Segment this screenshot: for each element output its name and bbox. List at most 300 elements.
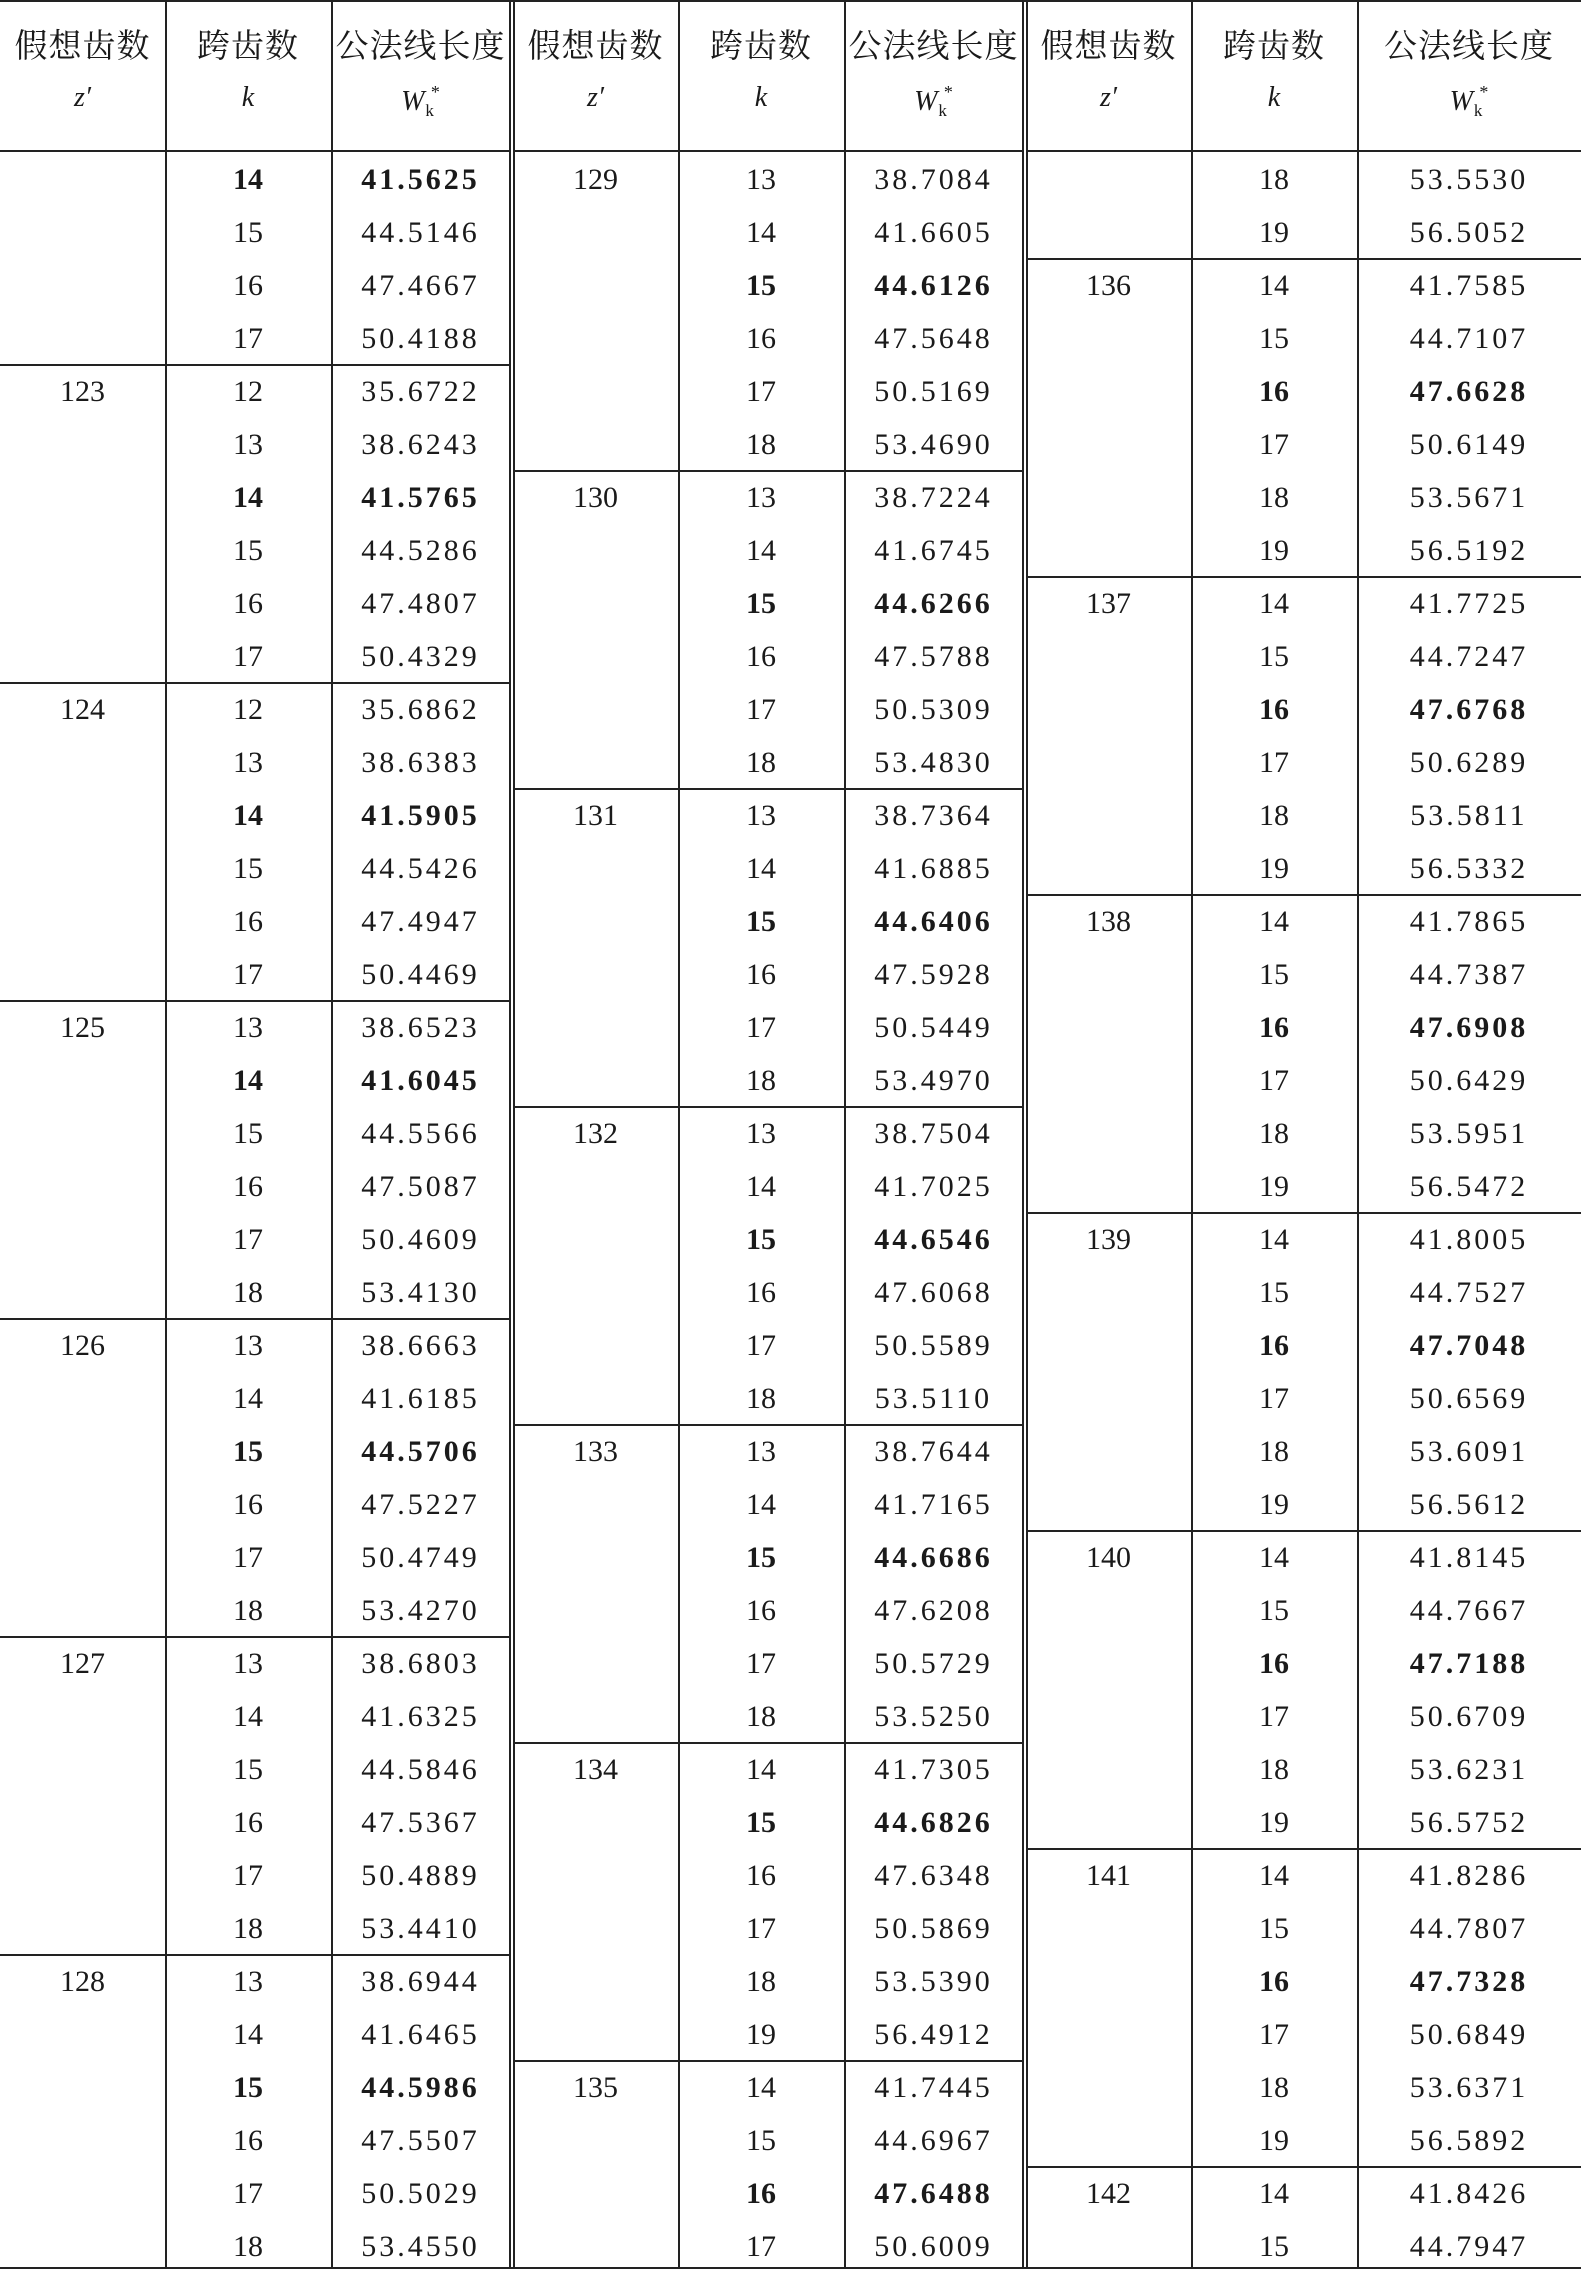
block-divider-rule [513, 0, 515, 2269]
span-teeth-value: 15 [746, 1806, 776, 1839]
span-teeth-value: 13 [746, 1117, 776, 1150]
normal-length-value: 47.4667 [361, 269, 480, 302]
span-teeth-value: 16 [746, 1859, 776, 1892]
span-teeth-value: 16 [1259, 1965, 1289, 1998]
span-teeth-value: 15 [1259, 322, 1289, 355]
normal-length-value: 53.4130 [361, 1276, 480, 1309]
span-teeth-value: 18 [1259, 2071, 1289, 2104]
normal-length-value: 50.4889 [361, 1859, 480, 1892]
normal-length-value: 53.4270 [361, 1594, 480, 1627]
span-teeth-value: 17 [746, 375, 776, 408]
virtual-teeth-value: 136 [1086, 269, 1131, 302]
header-k-label: 跨齿数 [710, 26, 812, 65]
normal-length-value: 53.5250 [874, 1700, 993, 1733]
span-teeth-value: 17 [233, 2177, 263, 2210]
span-teeth-value: 13 [746, 1435, 776, 1468]
virtual-teeth-value: 130 [573, 481, 618, 514]
header-w-cell [844, 0, 1023, 150]
span-teeth-value: 16 [746, 640, 776, 673]
span-teeth-value: 17 [746, 1647, 776, 1680]
normal-length-value: 50.5029 [361, 2177, 480, 2210]
span-teeth-value: 14 [233, 2018, 263, 2051]
normal-length-value: 38.6383 [361, 746, 480, 779]
span-teeth-value: 17 [746, 693, 776, 726]
virtual-teeth-value: 141 [1086, 1859, 1131, 1892]
normal-length-value: 44.6266 [874, 587, 993, 620]
virtual-teeth-value: 138 [1086, 905, 1131, 938]
normal-length-value: 50.5169 [874, 375, 993, 408]
span-teeth-value: 18 [233, 2230, 263, 2263]
normal-length-value: 38.6243 [361, 428, 480, 461]
normal-length-value: 53.5951 [1409, 1117, 1529, 1150]
virtual-teeth-value: 134 [573, 1753, 618, 1786]
normal-length-value: 56.5612 [1409, 1488, 1529, 1521]
normal-length-value: 44.7527 [1409, 1276, 1529, 1309]
span-teeth-value: 16 [746, 1594, 776, 1627]
header-w-label: 公法线长度 [848, 26, 1019, 65]
span-teeth-value: 12 [233, 693, 263, 726]
header-z-symbol: z′ [1099, 82, 1118, 113]
span-teeth-value: 14 [233, 1382, 263, 1415]
span-teeth-value: 17 [746, 2230, 776, 2263]
header-z-symbol: z′ [73, 82, 92, 113]
table-block-3 [1026, 0, 1581, 2269]
normal-length-value: 53.5110 [874, 1382, 993, 1415]
normal-length-value: 41.8286 [1409, 1859, 1529, 1892]
normal-length-value: 47.5928 [874, 958, 993, 991]
normal-length-value: 56.4912 [874, 2018, 993, 2051]
normal-length-value: 44.5426 [361, 852, 480, 885]
span-teeth-value: 16 [1259, 1011, 1289, 1044]
span-teeth-value: 15 [233, 1117, 263, 1150]
virtual-teeth-value: 131 [573, 799, 618, 832]
span-teeth-value: 14 [1259, 1223, 1289, 1256]
span-teeth-value: 15 [1259, 958, 1289, 991]
normal-length-value: 47.5087 [361, 1170, 480, 1203]
span-teeth-value: 18 [1259, 1753, 1289, 1786]
normal-length-value: 47.4947 [361, 905, 480, 938]
block-divider-rule [1026, 0, 1028, 2269]
span-teeth-value: 16 [1259, 1647, 1289, 1680]
span-teeth-value: 13 [233, 1329, 263, 1362]
normal-length-value: 44.5566 [361, 1117, 480, 1150]
virtual-teeth-value: 127 [60, 1647, 105, 1680]
header-k-cell [1191, 0, 1357, 150]
header-w-label: 公法线长度 [335, 26, 506, 65]
normal-length-value: 41.7445 [874, 2071, 993, 2104]
normal-length-value: 50.5589 [874, 1329, 993, 1362]
span-teeth-value: 15 [746, 269, 776, 302]
normal-length-value: 47.5648 [874, 322, 993, 355]
span-teeth-value: 18 [233, 1594, 263, 1627]
normal-length-value: 50.4749 [361, 1541, 480, 1574]
block-divider-rule [1022, 0, 1024, 2269]
header-k-label: 跨齿数 [1223, 26, 1325, 65]
normal-length-value: 53.4550 [361, 2230, 480, 2263]
normal-length-value: 50.6289 [1409, 746, 1529, 779]
normal-length-value: 38.7084 [874, 163, 993, 196]
table-block-1 [0, 0, 510, 2269]
span-teeth-value: 14 [1259, 905, 1289, 938]
normal-length-value: 44.5706 [361, 1435, 480, 1468]
span-teeth-value: 16 [233, 1170, 263, 1203]
normal-length-value: 41.7585 [1409, 269, 1529, 302]
header-z-label: 假想齿数 [1040, 26, 1177, 65]
header-w-label: 公法线长度 [1384, 26, 1554, 65]
normal-length-value: 44.7947 [1409, 2230, 1529, 2263]
span-teeth-value: 16 [233, 2124, 263, 2157]
normal-length-value: 41.7305 [874, 1753, 993, 1786]
normal-length-value: 38.6944 [361, 1965, 480, 1998]
normal-length-value: 35.6862 [361, 693, 480, 726]
span-teeth-value: 18 [1259, 1117, 1289, 1150]
virtual-teeth-value: 139 [1086, 1223, 1131, 1256]
span-teeth-value: 16 [233, 587, 263, 620]
span-teeth-value: 14 [746, 1170, 776, 1203]
span-teeth-value: 14 [746, 534, 776, 567]
header-z-label: 假想齿数 [527, 26, 664, 65]
normal-length-value: 41.6045 [361, 1064, 480, 1097]
normal-length-value: 47.7328 [1409, 1965, 1529, 1998]
span-teeth-value: 13 [746, 163, 776, 196]
span-teeth-value: 17 [233, 958, 263, 991]
span-teeth-value: 18 [1259, 163, 1289, 196]
normal-length-value: 41.7865 [1409, 905, 1529, 938]
normal-length-value: 47.5507 [361, 2124, 480, 2157]
normal-length-value: 56.5752 [1409, 1806, 1529, 1839]
span-teeth-value: 17 [1259, 2018, 1289, 2051]
span-teeth-value: 17 [233, 1541, 263, 1574]
normal-length-value: 50.5309 [874, 693, 993, 726]
normal-length-value: 41.6465 [361, 2018, 480, 2051]
span-teeth-value: 15 [233, 852, 263, 885]
virtual-teeth-value: 125 [60, 1011, 105, 1044]
normal-length-value: 53.4970 [874, 1064, 993, 1097]
normal-length-value: 41.6185 [361, 1382, 480, 1415]
span-teeth-value: 12 [233, 375, 263, 408]
normal-length-value: 50.4188 [361, 322, 480, 355]
header-z-cell [1026, 0, 1191, 150]
normal-length-value: 53.4410 [361, 1912, 480, 1945]
normal-length-value: 44.5846 [361, 1753, 480, 1786]
span-teeth-value: 16 [1259, 693, 1289, 726]
header-bottom-rule [513, 150, 1023, 152]
span-teeth-value: 14 [746, 1488, 776, 1521]
normal-length-value: 47.6908 [1409, 1011, 1529, 1044]
normal-length-value: 50.5869 [874, 1912, 993, 1945]
span-teeth-value: 15 [746, 587, 776, 620]
span-teeth-value: 16 [746, 2177, 776, 2210]
span-teeth-value: 14 [746, 2071, 776, 2104]
normal-length-value: 53.4830 [874, 746, 993, 779]
header-w-symbol [1357, 82, 1581, 121]
normal-length-value: 47.6068 [874, 1276, 993, 1309]
normal-length-value: 44.6546 [874, 1223, 993, 1256]
span-teeth-value: 15 [1259, 1276, 1289, 1309]
span-teeth-value: 14 [1259, 2177, 1289, 2210]
span-teeth-value: 13 [233, 1965, 263, 1998]
span-teeth-value: 18 [746, 1064, 776, 1097]
span-teeth-value: 15 [1259, 1594, 1289, 1627]
normal-length-value: 38.6523 [361, 1011, 480, 1044]
normal-length-value: 44.5286 [361, 534, 480, 567]
virtual-teeth-value: 126 [60, 1329, 105, 1362]
normal-length-value: 53.5390 [874, 1965, 993, 1998]
header-k-symbol: k [754, 82, 768, 113]
span-teeth-value: 15 [233, 1435, 263, 1468]
header-w-symbol-sup: * [1479, 82, 1489, 102]
normal-length-value: 50.6429 [1409, 1064, 1529, 1097]
span-teeth-value: 17 [233, 322, 263, 355]
span-teeth-value: 14 [1259, 1541, 1289, 1574]
header-k-symbol: k [241, 82, 255, 113]
header-z-cell [513, 0, 678, 150]
header-w-symbol-sup: * [943, 82, 953, 102]
span-teeth-value: 19 [1259, 1488, 1289, 1521]
normal-length-value: 56.5892 [1409, 2124, 1529, 2157]
span-teeth-value: 18 [746, 428, 776, 461]
span-teeth-value: 14 [233, 1700, 263, 1733]
header-w-symbol-main: W [1449, 86, 1473, 117]
span-teeth-value: 14 [233, 163, 263, 196]
span-teeth-value: 18 [1259, 799, 1289, 832]
span-teeth-value: 16 [746, 322, 776, 355]
normal-length-value: 47.7188 [1409, 1647, 1529, 1680]
span-teeth-value: 15 [746, 1541, 776, 1574]
span-teeth-value: 15 [233, 2071, 263, 2104]
normal-length-value: 56.5192 [1409, 534, 1529, 567]
span-teeth-value: 16 [746, 1276, 776, 1309]
span-teeth-value: 18 [1259, 1435, 1289, 1468]
normal-length-value: 38.7504 [874, 1117, 993, 1150]
normal-length-value: 41.8145 [1409, 1541, 1529, 1574]
normal-length-value: 50.4329 [361, 640, 480, 673]
span-teeth-value: 14 [746, 852, 776, 885]
normal-length-value: 47.7048 [1409, 1329, 1529, 1362]
normal-length-value: 41.8426 [1409, 2177, 1529, 2210]
normal-length-value: 44.5146 [361, 216, 480, 249]
span-teeth-value: 14 [233, 481, 263, 514]
span-teeth-value: 17 [746, 1912, 776, 1945]
span-teeth-value: 18 [746, 1382, 776, 1415]
span-teeth-value: 17 [746, 1011, 776, 1044]
virtual-teeth-value: 137 [1086, 587, 1131, 620]
normal-length-value: 41.5625 [361, 163, 480, 196]
span-teeth-value: 16 [233, 269, 263, 302]
normal-length-value: 53.5671 [1409, 481, 1529, 514]
normal-length-value: 44.7387 [1409, 958, 1529, 991]
span-teeth-value: 15 [1259, 640, 1289, 673]
header-z-label: 假想齿数 [14, 26, 151, 65]
normal-length-value: 47.6208 [874, 1594, 993, 1627]
header-w-symbol-sup: * [430, 82, 440, 102]
table-block-2 [513, 0, 1023, 2269]
virtual-teeth-value: 128 [60, 1965, 105, 1998]
span-teeth-value: 14 [1259, 1859, 1289, 1892]
header-z-cell [0, 0, 165, 150]
span-teeth-value: 14 [1259, 269, 1289, 302]
normal-length-value: 41.5905 [361, 799, 480, 832]
normal-length-value: 50.6569 [1409, 1382, 1529, 1415]
normal-length-value: 44.5986 [361, 2071, 480, 2104]
normal-length-value: 41.7165 [874, 1488, 993, 1521]
span-teeth-value: 19 [1259, 216, 1289, 249]
normal-length-value: 41.5765 [361, 481, 480, 514]
header-w-symbol-sub: k [425, 101, 434, 120]
span-teeth-value: 15 [746, 905, 776, 938]
span-teeth-value: 16 [1259, 375, 1289, 408]
normal-length-value: 50.5729 [874, 1647, 993, 1680]
normal-length-value: 47.5227 [361, 1488, 480, 1521]
virtual-teeth-value: 142 [1086, 2177, 1131, 2210]
span-teeth-value: 14 [233, 799, 263, 832]
span-teeth-value: 16 [233, 1488, 263, 1521]
header-z-symbol: z′ [586, 82, 605, 113]
normal-length-value: 38.6663 [361, 1329, 480, 1362]
normal-length-value: 47.6488 [874, 2177, 993, 2210]
normal-length-value: 44.6406 [874, 905, 993, 938]
normal-length-value: 47.5788 [874, 640, 993, 673]
normal-length-value: 50.6709 [1409, 1700, 1529, 1733]
span-teeth-value: 18 [1259, 481, 1289, 514]
normal-length-value: 35.6722 [361, 375, 480, 408]
span-teeth-value: 15 [1259, 2230, 1289, 2263]
virtual-teeth-value: 133 [573, 1435, 618, 1468]
span-teeth-value: 17 [233, 640, 263, 673]
normal-length-value: 44.6126 [874, 269, 993, 302]
span-teeth-value: 19 [1259, 1806, 1289, 1839]
span-teeth-value: 15 [746, 1223, 776, 1256]
span-teeth-value: 15 [233, 216, 263, 249]
virtual-teeth-value: 124 [60, 693, 105, 726]
span-teeth-value: 19 [1259, 852, 1289, 885]
normal-length-value: 38.7644 [874, 1435, 993, 1468]
virtual-teeth-value: 140 [1086, 1541, 1131, 1574]
normal-length-value: 38.7224 [874, 481, 993, 514]
virtual-teeth-value: 123 [60, 375, 105, 408]
span-teeth-value: 13 [233, 1647, 263, 1680]
span-teeth-value: 13 [746, 799, 776, 832]
normal-length-value: 44.6826 [874, 1806, 993, 1839]
span-teeth-value: 18 [746, 1700, 776, 1733]
span-teeth-value: 14 [746, 1753, 776, 1786]
normal-length-value: 44.7807 [1409, 1912, 1529, 1945]
normal-length-value: 41.6325 [361, 1700, 480, 1733]
normal-length-value: 53.6231 [1409, 1753, 1529, 1786]
normal-length-value: 44.6967 [874, 2124, 993, 2157]
span-teeth-value: 13 [233, 428, 263, 461]
header-k-symbol: k [1267, 82, 1281, 113]
span-teeth-value: 18 [746, 746, 776, 779]
span-teeth-value: 18 [233, 1912, 263, 1945]
normal-length-value: 56.5332 [1409, 852, 1529, 885]
normal-length-value: 50.6149 [1409, 428, 1529, 461]
virtual-teeth-value: 129 [573, 163, 618, 196]
span-teeth-value: 14 [1259, 587, 1289, 620]
span-teeth-value: 15 [233, 534, 263, 567]
normal-length-value: 41.7025 [874, 1170, 993, 1203]
span-teeth-value: 15 [1259, 1912, 1289, 1945]
span-teeth-value: 17 [1259, 746, 1289, 779]
span-teeth-value: 13 [233, 746, 263, 779]
span-teeth-value: 18 [233, 1276, 263, 1309]
normal-length-value: 53.6091 [1409, 1435, 1529, 1468]
header-k-cell [678, 0, 844, 150]
span-teeth-value: 15 [233, 1753, 263, 1786]
normal-length-value: 50.4469 [361, 958, 480, 991]
normal-length-value: 41.6605 [874, 216, 993, 249]
header-w-symbol [844, 82, 1023, 121]
span-teeth-value: 17 [1259, 1700, 1289, 1733]
header-k-label: 跨齿数 [197, 26, 299, 65]
span-teeth-value: 13 [233, 1011, 263, 1044]
span-teeth-value: 19 [1259, 2124, 1289, 2157]
normal-length-value: 44.7107 [1409, 322, 1529, 355]
normal-length-value: 41.8005 [1409, 1223, 1529, 1256]
header-w-symbol-sub: k [938, 101, 947, 120]
span-teeth-value: 13 [746, 481, 776, 514]
normal-length-value: 50.4609 [361, 1223, 480, 1256]
span-teeth-value: 16 [233, 905, 263, 938]
span-teeth-value: 19 [1259, 534, 1289, 567]
block-divider-rule [509, 0, 511, 2269]
normal-length-value: 38.7364 [874, 799, 993, 832]
normal-length-value: 56.5472 [1409, 1170, 1529, 1203]
span-teeth-value: 15 [746, 2124, 776, 2157]
span-teeth-value: 14 [746, 216, 776, 249]
span-teeth-value: 16 [746, 958, 776, 991]
normal-length-value: 53.4690 [874, 428, 993, 461]
normal-length-value: 47.6768 [1409, 693, 1529, 726]
normal-length-value: 41.6745 [874, 534, 993, 567]
header-w-cell [331, 0, 510, 150]
normal-length-value: 50.5449 [874, 1011, 993, 1044]
header-w-symbol-main: W [914, 86, 938, 117]
span-teeth-value: 17 [1259, 1064, 1289, 1097]
span-teeth-value: 17 [233, 1223, 263, 1256]
normal-length-value: 47.6628 [1409, 375, 1529, 408]
normal-length-value: 41.7725 [1409, 587, 1529, 620]
span-teeth-value: 16 [1259, 1329, 1289, 1362]
span-teeth-value: 18 [746, 1965, 776, 1998]
normal-length-value: 53.5530 [1409, 163, 1529, 196]
virtual-teeth-value: 132 [573, 1117, 618, 1150]
normal-length-value: 38.6803 [361, 1647, 480, 1680]
normal-length-value: 56.5052 [1409, 216, 1529, 249]
span-teeth-value: 14 [233, 1064, 263, 1097]
normal-length-value: 41.6885 [874, 852, 993, 885]
normal-length-value: 53.6371 [1409, 2071, 1529, 2104]
normal-length-value: 44.7247 [1409, 640, 1529, 673]
span-teeth-value: 19 [746, 2018, 776, 2051]
span-teeth-value: 17 [233, 1859, 263, 1892]
normal-length-value: 50.6849 [1409, 2018, 1529, 2051]
normal-length-value: 44.7667 [1409, 1594, 1529, 1627]
normal-length-value: 47.5367 [361, 1806, 480, 1839]
normal-length-value: 47.6348 [874, 1859, 993, 1892]
normal-length-value: 44.6686 [874, 1541, 993, 1574]
span-teeth-value: 19 [1259, 1170, 1289, 1203]
header-k-cell [165, 0, 331, 150]
header-w-symbol-main: W [401, 86, 425, 117]
header-w-symbol [331, 82, 510, 121]
span-teeth-value: 16 [233, 1806, 263, 1839]
normal-length-value: 50.6009 [874, 2230, 993, 2263]
span-teeth-value: 17 [1259, 428, 1289, 461]
normal-length-value: 53.5811 [1410, 799, 1528, 832]
header-w-symbol-sub: k [1473, 101, 1483, 120]
normal-length-value: 47.4807 [361, 587, 480, 620]
